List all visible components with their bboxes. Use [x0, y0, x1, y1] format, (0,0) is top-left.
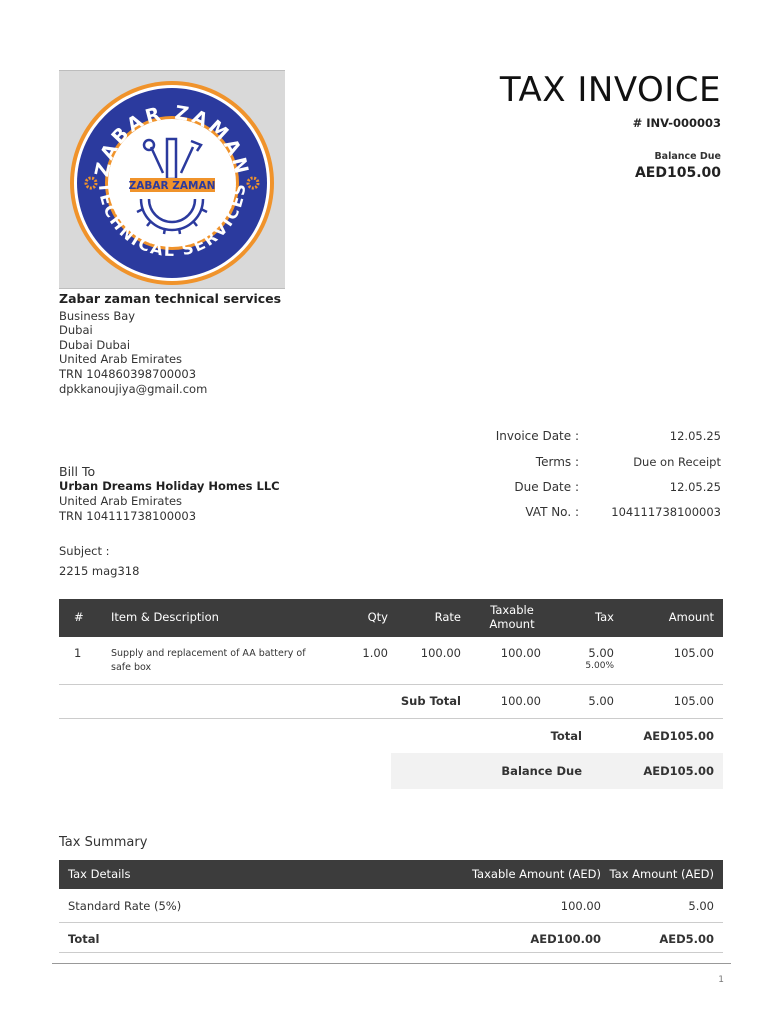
item-qty: 1.00: [362, 646, 388, 660]
company-email: dpkkanoujiya@gmail.com: [59, 381, 208, 396]
tax-col-details: Tax Details: [68, 867, 131, 881]
col-header-tax: Tax: [595, 610, 614, 624]
footer-divider: [52, 963, 731, 964]
tax-total-tax: AED5.00: [659, 932, 714, 946]
col-header-taxable-line2: Amount: [489, 617, 535, 631]
item-description: Supply and replacement of AA battery of safe box: [111, 648, 306, 673]
meta-value: 104111738100003: [611, 505, 721, 519]
logo-top-text: ZABAR ZAMAN: [91, 101, 254, 179]
logo-emblem: [59, 71, 285, 288]
item-num: 1: [74, 646, 82, 660]
customer-address-line: United Arab Emirates: [59, 494, 183, 508]
bill-to: [59, 464, 280, 524]
meta-terms: [489, 455, 721, 475]
col-header-taxable-line1: Taxable: [490, 603, 534, 617]
subtotal-label: Sub Total: [400, 694, 461, 708]
item-amount: 105.00: [673, 646, 714, 660]
total-label: Total: [550, 729, 582, 743]
invoice-number: # INV-000003: [632, 116, 721, 130]
bill-to-heading: Bill To: [59, 464, 96, 479]
total-row: [391, 719, 723, 753]
col-header-num: #: [74, 610, 84, 624]
table-row: [59, 637, 723, 685]
subtotal-amount: 105.00: [673, 694, 714, 708]
tax-col-tax: Tax Amount (AED): [609, 867, 714, 881]
tax-summary-title: Tax Summary: [59, 835, 148, 850]
balance-due-row-label: Balance Due: [501, 764, 582, 778]
company-logo: [59, 70, 285, 289]
company-address: [59, 292, 281, 396]
col-header-qty: Qty: [367, 610, 388, 624]
table-row: [59, 889, 723, 923]
col-header-rate: Rate: [434, 610, 461, 624]
item-tax: 5.00: [588, 646, 614, 660]
item-taxable: 100.00: [500, 646, 541, 660]
balance-due-label: Balance Due: [654, 151, 721, 162]
tax-row-details: Standard Rate (5%): [68, 899, 182, 913]
col-header-description: Item & Description: [111, 610, 219, 624]
item-tax-percent: 5.00%: [585, 661, 614, 671]
tax-total-label: Total: [68, 932, 100, 946]
meta-invoice-date: [489, 429, 721, 449]
items-table-header: [59, 599, 723, 637]
meta-due-date: [489, 480, 721, 500]
balance-due-row: [391, 753, 723, 789]
col-header-amount: Amount: [668, 610, 714, 624]
company-address-line: Dubai Dubai: [59, 337, 131, 352]
subtotal-taxable: 100.00: [500, 694, 541, 708]
meta-value: 12.05.25: [669, 480, 721, 494]
meta-vat-no: [489, 505, 721, 525]
company-name: Zabar zaman technical services: [59, 291, 282, 306]
col-header-taxable-amount: [482, 603, 542, 631]
tax-summary-total: [59, 923, 723, 953]
company-trn: TRN 104860398700003: [59, 366, 197, 381]
company-address-line: Business Bay: [59, 308, 136, 323]
logo-bottom-text: TECHNICAL SERVICES: [94, 181, 250, 261]
meta-label: VAT No. :: [525, 505, 579, 519]
meta-label: Invoice Date :: [495, 429, 579, 443]
invoice-title: TAX INVOICE: [499, 70, 721, 110]
tax-summary-header: [59, 860, 723, 889]
company-address-line: Dubai: [59, 323, 93, 338]
subtotal-row: [59, 685, 723, 719]
tax-col-taxable: Taxable Amount (AED): [471, 867, 601, 881]
page-number: 1: [718, 975, 724, 985]
meta-label: Due Date :: [514, 480, 579, 494]
meta-value: 12.05.25: [669, 429, 721, 443]
tax-total-taxable: AED100.00: [530, 932, 601, 946]
balance-due-amount: AED105.00: [634, 165, 721, 181]
total-value: AED105.00: [643, 729, 714, 743]
company-address-line: United Arab Emirates: [59, 352, 183, 367]
meta-label: Terms :: [535, 455, 579, 469]
balance-due-row-value: AED105.00: [643, 764, 714, 778]
meta-value: Due on Receipt: [633, 455, 721, 469]
customer-name: Urban Dreams Holiday Homes LLC: [59, 479, 280, 493]
subject-value: 2215 mag318: [59, 564, 140, 578]
customer-trn: TRN 104111738100003: [59, 509, 197, 523]
subtotal-tax: 5.00: [588, 694, 614, 708]
logo-center-text: ZABAR ZAMAN: [128, 180, 216, 192]
tax-row-taxable: 100.00: [560, 899, 601, 913]
tax-row-tax: 5.00: [688, 899, 714, 913]
item-rate: 100.00: [420, 646, 461, 660]
subject-label: Subject :: [59, 544, 110, 558]
